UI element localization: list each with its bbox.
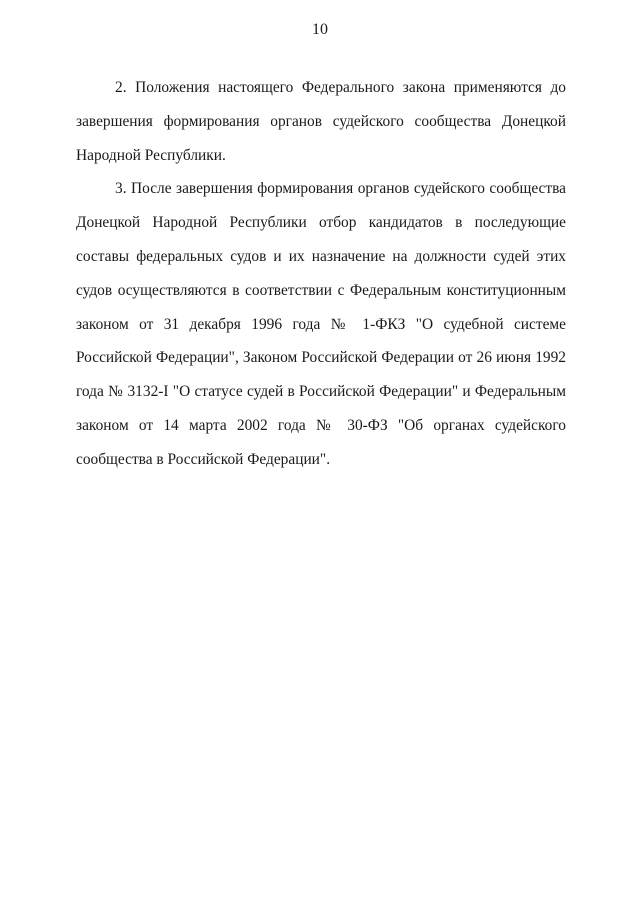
text-line: года № 3132-I "О статусе судей в Российской Федерации" и Федеральным [76, 383, 566, 401]
text-line: 3. После завершения формирования органов судейского сообщества [115, 180, 566, 198]
text-line: Народной Республики. [76, 146, 226, 164]
text-line: законом от 14 марта 2002 года № 30-ФЗ "Об органах судейского [76, 416, 566, 434]
text-line: судов осуществляются в соответствии с Федеральным конституционным [76, 281, 566, 299]
text-line: Российской Федерации", Законом Российской Федерации от 26 июня 1992 [76, 349, 566, 367]
text-line: сообщества в Российской Федерации". [76, 450, 331, 468]
text-line: завершения формирования органов судейского сообщества Донецкой [76, 112, 566, 130]
text-line: 2. Положения настоящего Федерального закона применяются до [115, 79, 566, 96]
paragraph-3 [76, 172, 566, 476]
paragraph-2 [76, 71, 566, 172]
text-line: законом от 31 декабря 1996 года № 1-ФКЗ "О судебной системе [76, 315, 566, 333]
text-line: Донецкой Народной Республики отбор кандидатов в последующие [76, 214, 566, 232]
text-line: составы федеральных судов и их назначение на должности судей этих [76, 247, 566, 265]
document-body [76, 71, 566, 477]
page-number: 10 [312, 21, 328, 38]
